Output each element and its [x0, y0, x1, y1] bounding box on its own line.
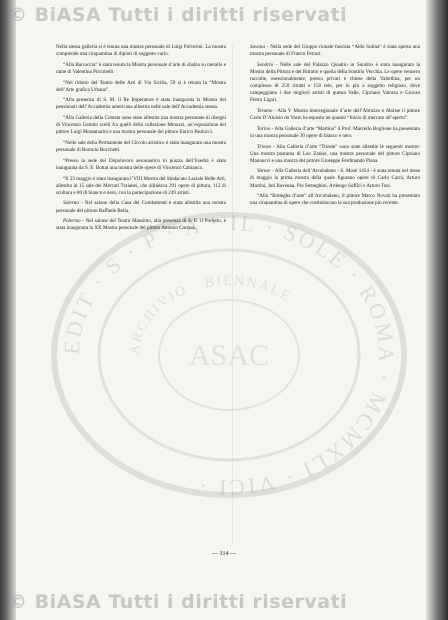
seal-outer-text: EDIT · S · P · A · IL · SOLE · ROMA · MCMXLI · VICI · [58, 210, 400, 500]
paragraph [250, 126, 420, 140]
page-edge-shadow-right [426, 0, 448, 620]
watermark-top: © BiASA Tutti i diritti riservati [8, 4, 348, 26]
paragraph-text: “Alla Galleria della Cometa sono state allestite una mostra personale di disegni di Vincenzo Gemito scelti fra quelli della collezione Minozzi, un’esposizione del pittore Luigi Montanarini e una mostra personale del pittore Enrico Paulucci. [56, 115, 226, 136]
paragraph [56, 218, 226, 232]
paragraph [56, 115, 226, 136]
paragraph-text: - Alla V Mostra interregionale d’arte dell’Abruzzo e Molise il pittore Carlo D’Aloisio da Vasto ha esposto un quadro “Inizio di mercato all’aperto”. [250, 107, 420, 122]
paragraph [56, 140, 226, 154]
paragraph-text: - Nella sede del Gruppo rionale fascista “Aldo Sulina” è stata aperta una mostra personale di Franco Ferrari. [250, 44, 420, 58]
paragraph [56, 158, 226, 172]
city-heading: Torino [257, 125, 271, 132]
binding-shadow-left [0, 0, 16, 620]
city-heading: Palermo [63, 218, 81, 225]
paragraph-text: “Alla presenza di S. M. il Re Imperatore è stata inaugurata la Mostra dei pensionati dell’Accademia americana allestita nelle sale dell’Accademia stessa. [56, 97, 226, 111]
paragraph [56, 62, 226, 76]
seal-inner-text: ARCHIVIO · BIENNALE [127, 273, 294, 356]
paragraph-text: “Nel ridotto del Teatro delle Arti di Via Sicilia, 59 si è tenuta la “Mostra dell’Arte grafica Urbana”. [56, 79, 226, 93]
city-heading: Varese [257, 168, 271, 175]
paragraph [56, 80, 226, 94]
paragraph-text: - Nel salone della Casa dei Combattenti è stata allestita una mostra personale del pittore Raffaele Bella. [56, 200, 226, 214]
paragraph [56, 44, 226, 58]
city-heading: Salerno [63, 200, 79, 207]
paragraph [250, 144, 420, 165]
paragraph [56, 200, 226, 214]
column-divider [232, 44, 233, 544]
city-heading: Trieste [257, 143, 271, 150]
paragraph [250, 193, 420, 207]
watermark-bottom: © BiASA Tutti i diritti riservati [8, 591, 348, 613]
city-heading: Savona [250, 44, 265, 50]
paragraph [250, 62, 420, 105]
paragraph-text: “Presso la sede del Dopolavoro aeronautico in piazza dell’Esedra è stata inaugurata da S. E. Bottai una mostra delle opere di Vincenzo Cabianca. [56, 157, 226, 171]
svg-text:ARCHIVIO · BIENNALE [128, 274, 294, 356]
paragraph [56, 97, 226, 111]
paragraph-text: “Alla Barcaccia” è stata tenuta la Mostra personale d’arte di sbalzo su metallo e rame di Valentina Pircimelli. [56, 61, 226, 75]
left-text-column [56, 44, 226, 236]
paragraph [250, 44, 420, 58]
paragraph-text: “Alla “Bottegha d’arte” all’Arcobaleno, il pittore Marco Novati ha presentato una cinquantina di opere che costituiscono la sua produzione più recente. [250, 193, 420, 207]
paragraph-text: “Nelle sale della Permanente del Circolo artistico è stata inaugurata una mostra personale di Romolo Bocchetti. [56, 140, 226, 154]
svg-text:EDIT · S · P · A · IL · SOLE · [59, 210, 399, 500]
paragraph-text: - Alla Galleria d’arte “Martina” il Prof. Marcello Boglione ha presentato in una mostra personale 30 opere di bianco e nero. [250, 125, 420, 139]
paragraph [250, 108, 420, 122]
paragraph-text: - Alla Galleria d’arte “Trieste” sono state allestite le seguenti mostre: Una mostra postuma di Leo Zanier, una mostra personale del pittore Cipriano Mannucci e una mostra del pittore Giuseppe Ferdinando Piana. [250, 143, 420, 164]
paragraph [56, 176, 226, 197]
paragraph-text: - Nel salone del Teatro Massimo, alla presenza di S. E. il Prefetto, è stata inaugurata la XX Mostra personale del pittore Antonio Carrara. [56, 218, 226, 232]
paragraph [250, 168, 420, 189]
paragraph-text: “Il 23 maggio è stata inaugurata l’VIII Mostra del Sindacato Laziale Belle Arti, allestita in 15 sale dei Mercati Traianei, che allineava 291 opere di pittura, 112 di scultura e 80 di bianco e nero, con la partecipazione di 249 artisti. [56, 175, 226, 196]
page-number: — 314 — [212, 551, 236, 557]
city-heading: Teramo [257, 107, 273, 114]
seal-center-text: ASAC [188, 339, 270, 372]
right-text-column [250, 44, 420, 211]
city-heading: Sondrio [257, 61, 274, 68]
library-seal-stamp [34, 210, 424, 500]
paragraph-text: - Nelle sale del Palazzo Quadrio in Sondrio è stata inaugurata la Mostra della Pittura e del Ritratto e quella della Sondrio Vecchia. Le opere vennero raccolte, eseezionalmente, presso privati e chiese della Valtellina, per un complesso di 250 ritratti e 150 tele, per lo più a soggetto religioso, dove campeggiano i due migliori artisti di questa Valle, Cipriano Valorsa e Giovan Pietro Ligari. [250, 61, 420, 104]
paragraph-text: - Alla Galleria dell’Arcobaleno - S. Mosè 1454 - è stata tenuta nel mese di maggio la prima mostra della quale figurano opere di Carlo Carrà, Arturo Martini, Juti Ravenna, Pio Semeghini, Ardengo Soffici e Arturo Tosi. [250, 168, 420, 189]
paragraph-text: Nella stessa galleria si è tenuta una mostra personale di Luigi Polverini. La mostra comprende una cinquantina di dipinti di soggetto vario. [56, 44, 226, 58]
